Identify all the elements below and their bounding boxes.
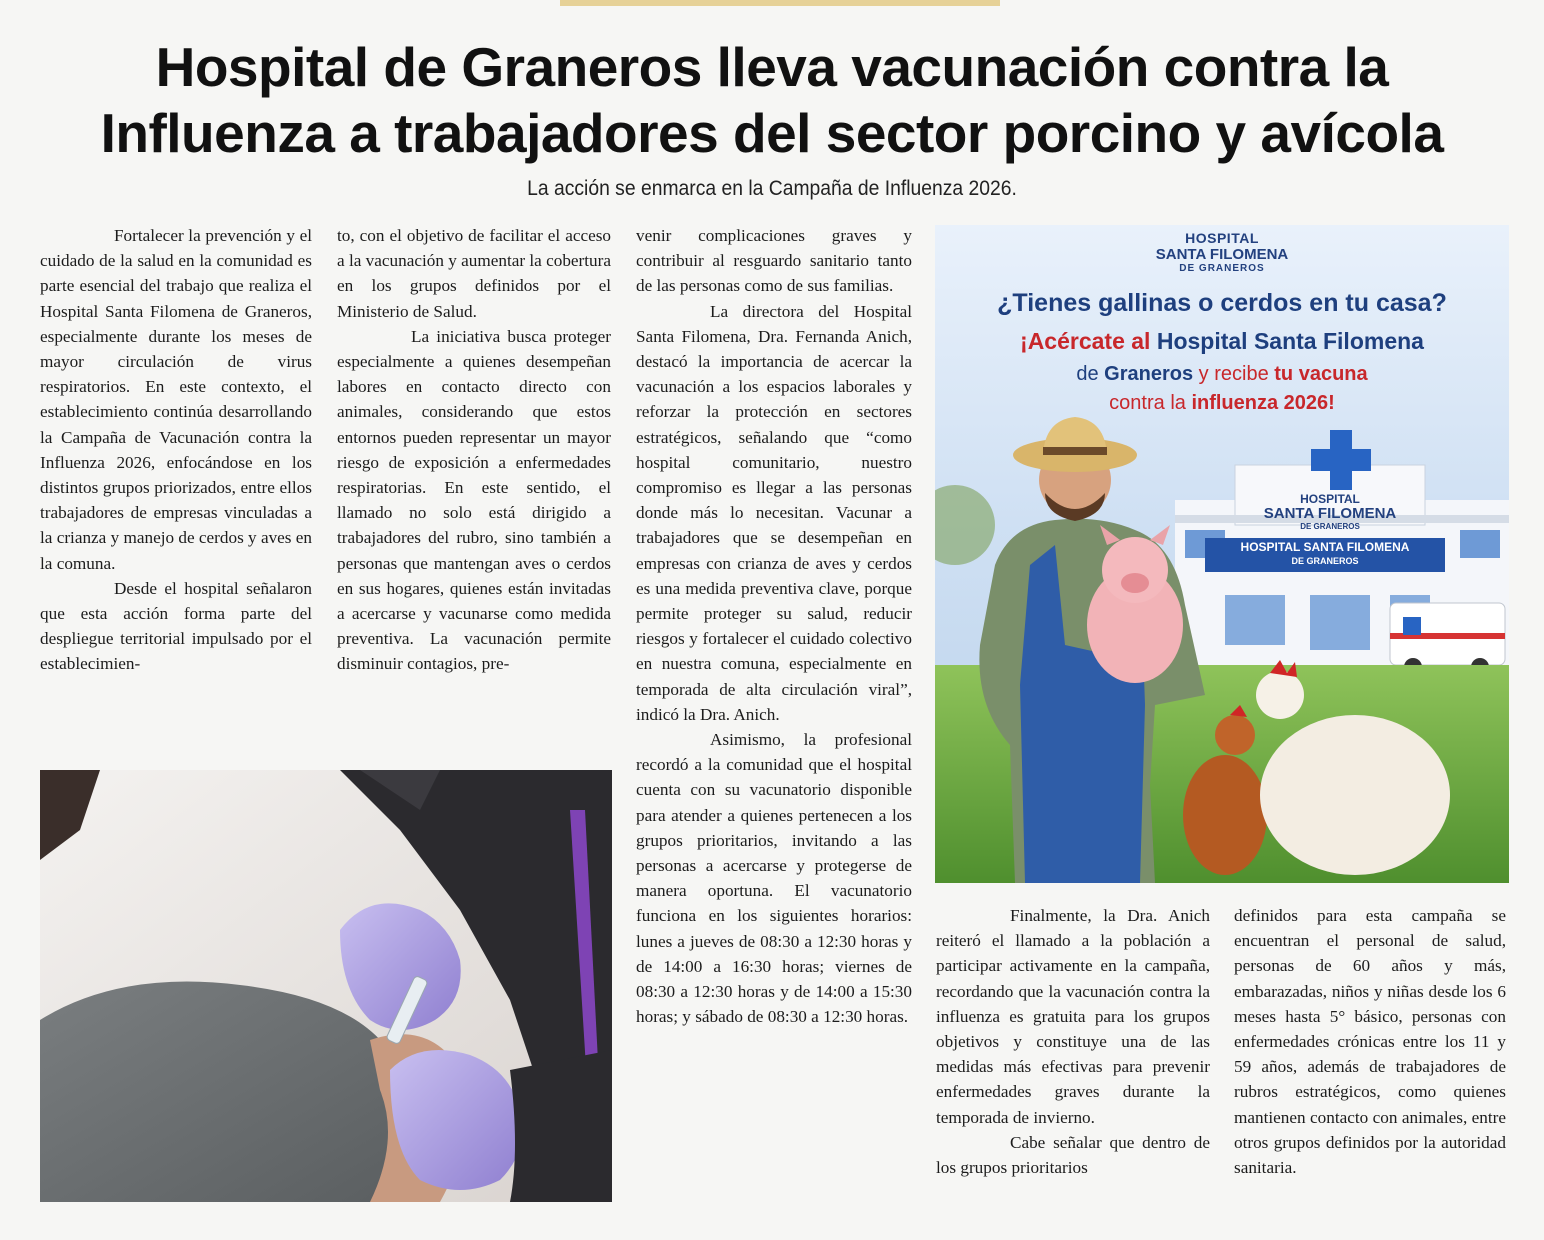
article-column-1 bbox=[40, 223, 312, 677]
paragraph: venir complicaciones graves y contribuir al resguardo sanitario tanto de las personas como de sus familias. bbox=[636, 226, 912, 296]
poster-line-1 bbox=[935, 325, 1509, 357]
poster-logo-line2: SANTA FILOMENA bbox=[1155, 246, 1289, 263]
headline bbox=[20, 34, 1524, 166]
poster-line-1b: Hospital Santa Filomena bbox=[1156, 328, 1424, 354]
paragraph: to, con el objetivo de facilitar el acceso a la vacunación y aumentar la cobertura en los grupos definidos por el Ministerio de Salud. bbox=[337, 226, 611, 321]
vaccination-illustration bbox=[40, 770, 612, 1202]
building-sign-1-l3: DE GRANEROS bbox=[1300, 522, 1360, 531]
poster-line-3 bbox=[935, 389, 1509, 417]
building-sign-2 bbox=[1205, 540, 1445, 567]
paragraph: La iniciativa busca proteger especialmente a quienes desempeñan labores en contacto directo con animales, considerando que estos entornos pueden representar un mayor riesgo de exposición a enfermedades respiratorias. En este sentido, el llamado no solo está dirigido a trabajadores del rubro, sino también a personas que mantengan aves o cerdos en sus hogares, quienes están invitadas a acercarse y vacunarse como medida preventiva. La vacunación permite disminuir contagios, pre- bbox=[337, 326, 611, 674]
paragraph: Cabe señalar que dentro de los grupos prioritarios bbox=[936, 1132, 1210, 1178]
paragraph: Desde el hospital señalaron que esta acción forma parte del despliegue territorial impulsado por el establecimien- bbox=[40, 578, 312, 674]
building-sign-1-l2: SANTA FILOMENA bbox=[1263, 505, 1397, 522]
article-column-5 bbox=[1234, 903, 1506, 1180]
paragraph: Finalmente, la Dra. Anich reiteró el llamado a la población a participar activamente en la campaña, recordando que la vacunación contra la influenza es gratuita para los grupos objetivos y constituye una de las medidas más efectivas para prevenir enfermedades graves durante la temporada de invierno. bbox=[936, 906, 1210, 1127]
poster-line-2 bbox=[935, 360, 1509, 388]
building-sign-1-l1: HOSPITAL bbox=[1300, 492, 1360, 506]
building-sign-2-l2: DE GRANEROS bbox=[1291, 556, 1359, 566]
article-column-4 bbox=[936, 903, 1210, 1180]
subheadline: La acción se enmarca en la Campaña de Influenza 2026. bbox=[527, 177, 1017, 200]
paragraph: La directora del Hospital Santa Filomena, Dra. Fernanda Anich, destacó la importancia de acercar la vacunación a los espacios laborales y reforzar la protección en sectores estratégicos, señalando que “como hospital comunitario, nuestro compromiso es llegar a las personas donde más lo necesitan. Vacunar a trabajadores que se desempeñan en empresas con crianza de aves y cerdos es una medida preventiva clave, porque permite proteger su salud, reducir riesgos y fortalecer el cuidado colectivo en nuestra comuna, especialmente en temporada de alta circulación viral”, indicó la Dra. Anich. bbox=[636, 301, 912, 724]
poster-line-2c: y recibe bbox=[1193, 363, 1275, 385]
headline-line-2: Influenza a trabajadores del sector porcino y avícola bbox=[100, 102, 1444, 164]
paragraph: Fortalecer la prevención y el cuidado de la salud en la comunidad es parte esencial del trabajo que realiza el Hospital Santa Filomena de Graneros, especialmente durante los meses de mayor circulación de virus respiratorios. En este contexto, el establecimiento continúa desarrollando la Campaña de Vacunación contra la Influenza 2026, enfocándose en los distintos grupos priorizados, entre ellos trabajadores de empresas vinculadas a la crianza y manejo de cerdos y aves en la comuna. bbox=[40, 226, 313, 573]
poster-line-2a: de bbox=[1076, 363, 1105, 385]
poster-question: ¿Tienes gallinas o cerdos en tu casa? bbox=[997, 289, 1447, 317]
article-column-3 bbox=[636, 223, 912, 1030]
vaccination-photo bbox=[40, 770, 612, 1202]
poster-logo-line1: HOSPITAL bbox=[1185, 230, 1259, 246]
poster-line-2d: tu vacuna bbox=[1274, 363, 1368, 385]
poster-line-3a: contra la bbox=[1109, 392, 1192, 414]
poster-line-3b: influenza 2026! bbox=[1191, 392, 1335, 414]
poster-line-1a: ¡Acércate al bbox=[1020, 328, 1157, 354]
top-decoration-strip bbox=[560, 0, 1000, 6]
campaign-poster bbox=[935, 225, 1509, 883]
headline-line-1: Hospital de Graneros lleva vacunación contra la bbox=[155, 36, 1389, 98]
building-sign-2-l1: HOSPITAL SANTA FILOMENA bbox=[1240, 540, 1410, 554]
poster-logo-line3: DE GRANEROS bbox=[1179, 263, 1265, 274]
building-sign-1 bbox=[1235, 493, 1425, 532]
paragraph: Asimismo, la profesional recordó a la comunidad que el hospital cuenta con su vacunatorio disponible para atender a quienes pertenecen a los grupos prioritarios, invitando a las personas a acercarse y protegerse de manera oportuna. El vacunatorio funciona en los siguientes horarios: lunes a jueves de 08:30 a 12:30 horas y de 14:00 a 16:30 horas; viernes de 08:30 a 12:30 horas y de 14:00 a 15:30 horas; y sábado de 08:30 a 12:30 horas. bbox=[636, 730, 912, 1027]
paragraph: definidos para esta campaña se encuentran el personal de salud, personas de 60 años y más, embarazadas, niños y niñas desde los 6 meses hasta 5° básico, personas con enfermedades crónicas entre los 11 y 59 años, además de trabajadores de rubros estratégicos, como quienes mantienen contacto con animales, entre otros grupos definidos por la autoridad sanitaria. bbox=[1234, 906, 1506, 1178]
article-column-2 bbox=[337, 223, 611, 677]
poster-line-2b: Graneros bbox=[1104, 363, 1194, 385]
